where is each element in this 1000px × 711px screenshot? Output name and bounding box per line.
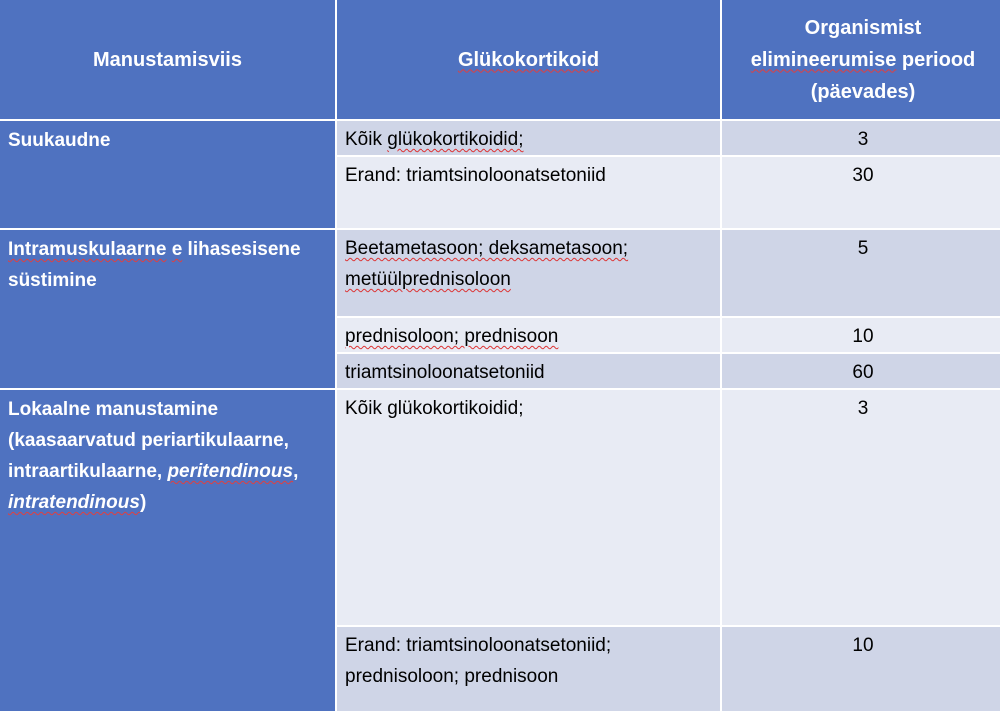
header-period-line1: Organismist <box>804 16 922 39</box>
header-period-line3: (päevades) <box>810 80 916 103</box>
route-oral-label: Suukaudne <box>8 130 111 151</box>
header-glucocorticoid <box>337 0 720 119</box>
table-row-drug <box>337 318 720 352</box>
route-im-label-part3: lihasesisene süstimine <box>8 239 301 291</box>
route-local-line3c: , <box>293 461 299 482</box>
drug-text: Kõik <box>345 129 382 150</box>
header-glucocorticoid-label: Glükokortikoid <box>457 48 600 71</box>
header-route <box>0 0 335 119</box>
drug-text: Erand: triamtsinoloonatsetoniid <box>345 165 606 186</box>
drug-text: Erand: triamtsinoloonatsetoniid; <box>345 635 612 656</box>
table-row-days <box>722 627 1000 711</box>
table-row-drug <box>337 627 720 711</box>
header-period-line2: elimineerumise <box>750 48 897 71</box>
route-im-label-part1: Intramuskulaarne <box>8 239 167 260</box>
header-period-line2b: periood <box>901 48 976 71</box>
table-row-days <box>722 157 1000 228</box>
days-value: 10 <box>852 635 874 656</box>
route-local-line3a: intraartikulaarne, <box>8 461 163 482</box>
route-local-line4b: ) <box>139 492 147 513</box>
route-oral <box>0 121 335 228</box>
days-value: 60 <box>852 362 874 383</box>
days-value: 3 <box>857 398 869 419</box>
table-row-drug <box>337 390 720 625</box>
days-value: 3 <box>857 129 869 150</box>
drug-text: Beetametasoon; deksametasoon; <box>345 238 629 259</box>
route-im-label-part2: e <box>171 239 183 260</box>
header-route-label: Manustamisviis <box>93 48 242 71</box>
table-row-drug <box>337 121 720 155</box>
table-row-days <box>722 318 1000 352</box>
header-elimination-period <box>722 0 1000 119</box>
days-value: 5 <box>857 238 869 259</box>
route-local-line2: (kaasaarvatud periartikulaarne, <box>8 430 289 451</box>
route-local-line3b: peritendinous <box>167 461 294 482</box>
table-row-drug <box>337 230 720 316</box>
drug-text: prednisoloon; prednisoon <box>345 326 559 347</box>
table-row-days <box>722 354 1000 388</box>
drug-text: metüülprednisoloon <box>345 269 511 290</box>
route-local-line4a: intratendinous <box>8 492 140 513</box>
table-row-days <box>722 230 1000 316</box>
drug-text: prednisoloon; prednisoon <box>345 666 559 687</box>
table-row-days <box>722 390 1000 625</box>
table-row-drug <box>337 157 720 228</box>
route-local <box>0 390 335 711</box>
drug-text: triamtsinoloonatsetoniid <box>345 362 545 383</box>
drug-text: glükokortikoidid; <box>387 129 524 150</box>
route-local-line1: Lokaalne manustamine <box>8 399 219 420</box>
days-value: 30 <box>852 165 874 186</box>
table-row-days <box>722 121 1000 155</box>
table-row-drug <box>337 354 720 388</box>
days-value: 10 <box>852 326 874 347</box>
drug-text: Kõik glükokortikoidid; <box>345 398 524 419</box>
route-intramuscular <box>0 230 335 388</box>
